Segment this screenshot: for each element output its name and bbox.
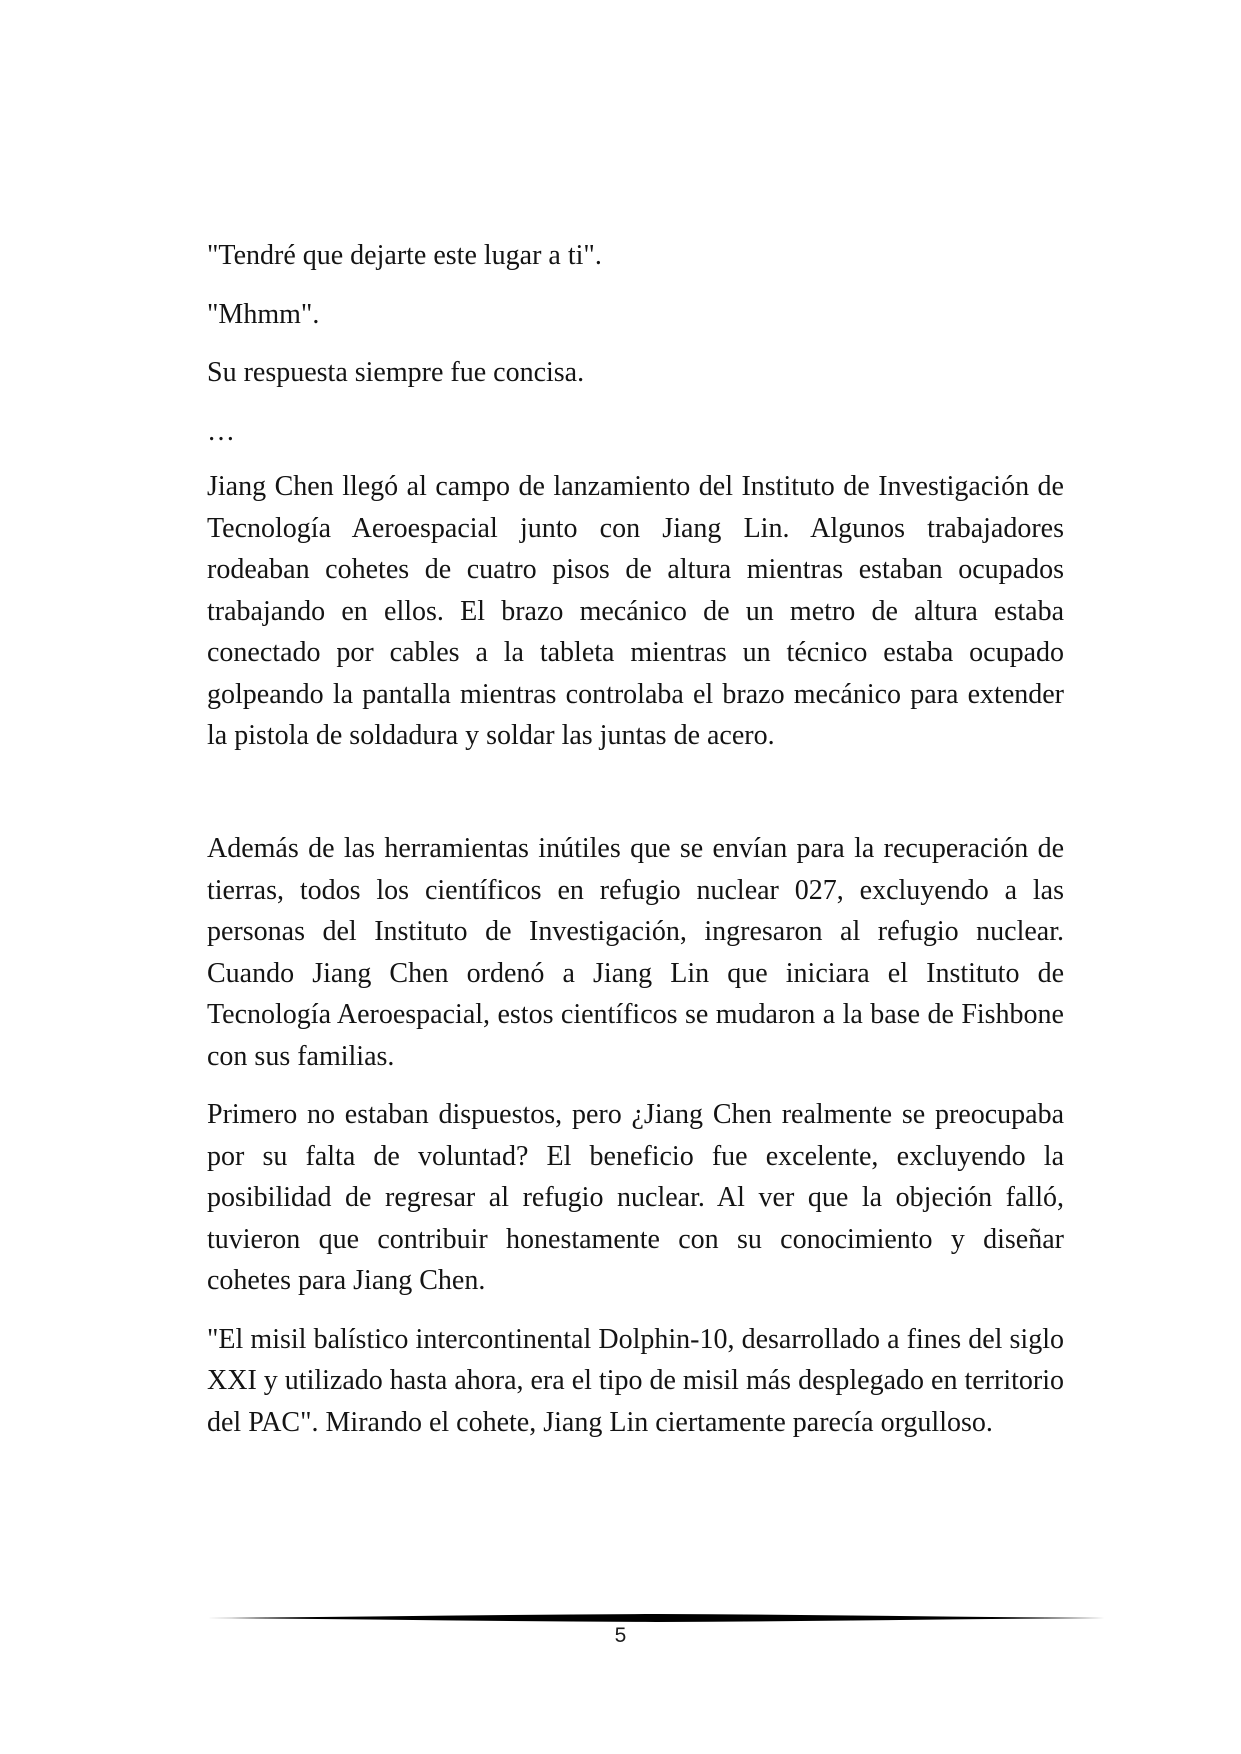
footer-divider: [207, 1612, 1105, 1624]
dialogue-line: "Mhmm".: [207, 298, 320, 330]
page-number: 5: [614, 1624, 627, 1647]
text-section-bottom: [207, 828, 1064, 1460]
body-paragraph: Además de las herramientas inútiles que se envían para la recuperación de tierras, todos los científicos en refugio nuclear 027, excluyendo a las personas del Instituto de Investigación, ingresaron al refugio nuclear. Cuando Jiang Chen ordenó a Jiang Lin que iniciara el Instituto de Tecnología Aeroespacial, estos científicos se mudaron a la base de Fishbone con sus familias.: [207, 833, 1064, 1072]
text-section-top: [207, 235, 1064, 757]
dialogue-line: "Tendré que dejarte este lugar a ti".: [207, 240, 602, 271]
body-paragraph: Primero no estaban dispuestos, pero ¿Jiang Chen realmente se preocupaba por su falta de voluntad? El beneficio fue excelente, excluyendo la posibilidad de regresar al refugio nuclear. Al ver que la objeción falló, tuvieron que contribuir honestamente con su conocimiento y diseñar cohetes para Jiang Chen.: [207, 1099, 1064, 1296]
body-paragraph: "El misil balístico intercontinental Dolphin-10, desarrollado a fines del siglo XXI y utilizado hasta ahora, era el tipo de misil más desplegado en territorio del PAC". Mirando el cohete, Jiang Lin ciertamente parecía orgulloso.: [207, 1323, 1064, 1438]
narrative-line: Su respuesta siempre fue concisa.: [207, 357, 585, 388]
body-paragraph: Jiang Chen llegó al campo de lanzamiento del Instituto de Investigación de Tecnología Aeroespacial junto con Jiang Lin. Algunos trabajadores rodeaban cohetes de cuatro pisos de altura mientras estaban ocupados trabajando en ellos. El brazo mecánico de un metro de altura estaba conectado por cables a la tableta mientras un técnico estaba ocupado golpeando la pantalla mientras controlaba el brazo mecánico para extender la pistola de soldadura y soldar las juntas de acero.: [207, 471, 1064, 751]
scene-break-ellipsis: …: [207, 415, 235, 447]
